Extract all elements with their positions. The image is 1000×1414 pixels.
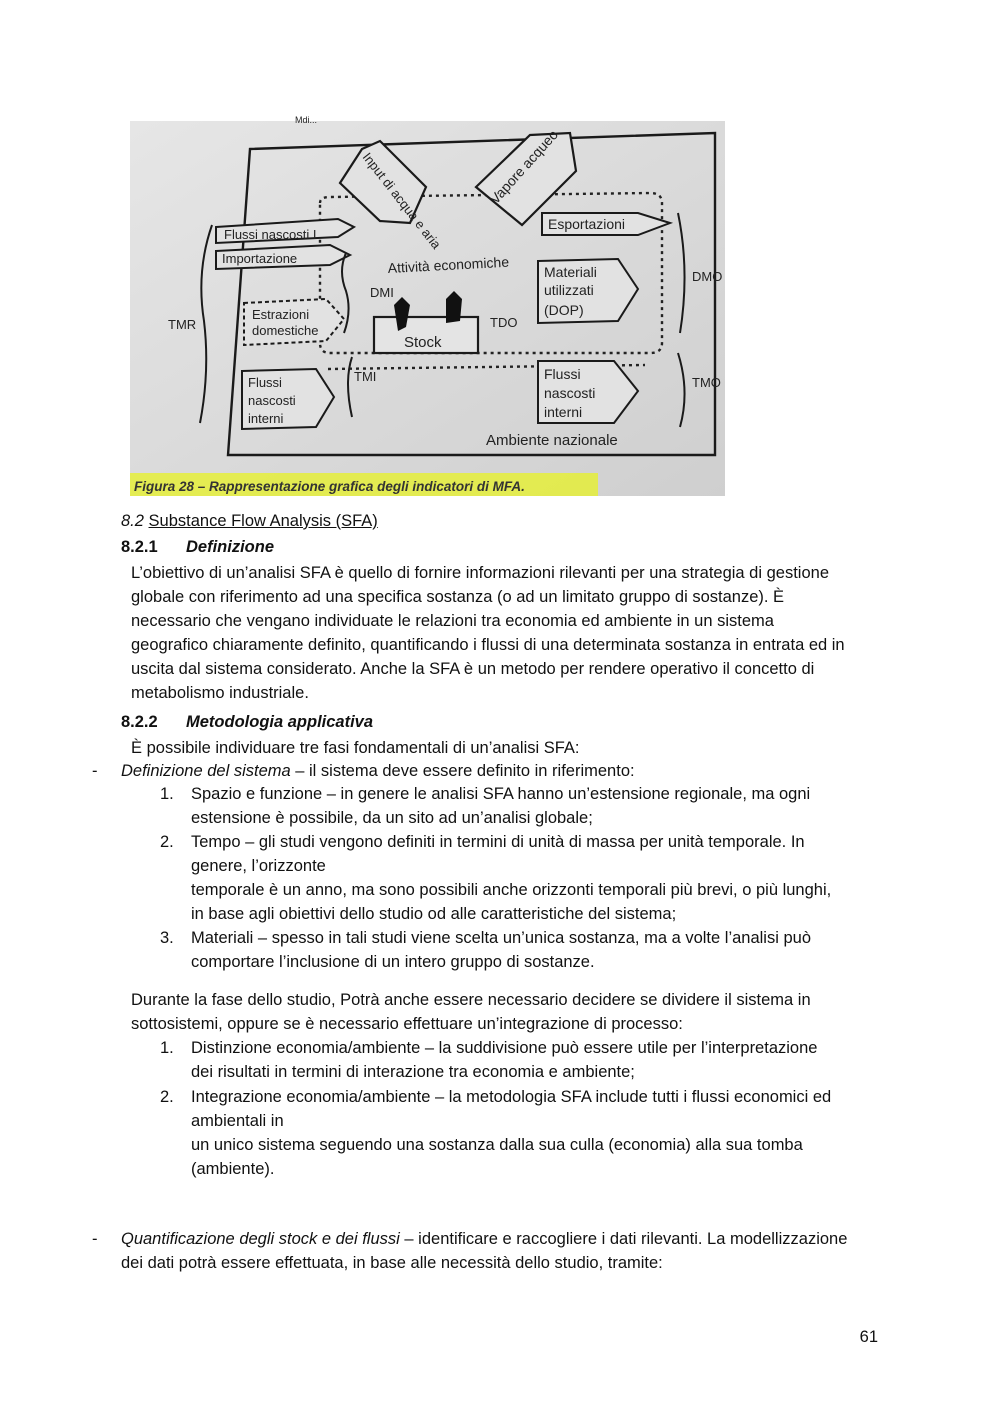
- esportazioni-label: Esportazioni: [548, 216, 626, 232]
- materiali-label-3: (DOP): [544, 302, 584, 318]
- dmi-label: DMI: [370, 285, 394, 300]
- estrazioni-label-2: domestiche: [252, 323, 319, 338]
- page-number: 61: [859, 1328, 878, 1346]
- text-line: Distinzione economia/ambiente – la suddivisione può essere utile per l’interpretazione: [191, 1039, 818, 1057]
- list-item: [191, 830, 878, 926]
- text-line: estensione è possibile, da un sito ad un’analisi globale;: [191, 809, 593, 827]
- section-heading: [121, 512, 378, 531]
- text-line: ambientali in: [191, 1112, 284, 1130]
- bullet-lead: Quantificazione degli stock e dei flussi: [121, 1230, 400, 1248]
- text-line: in base agli obiettivi dello studio od alle caratteristiche del sistema;: [191, 905, 677, 923]
- figure-photo: [130, 115, 725, 496]
- tmi-label: TMI: [354, 369, 377, 384]
- materiali-label-1: Materiali: [544, 264, 597, 280]
- list-number: 1.: [160, 1039, 174, 1057]
- tdo-label: TDO: [490, 315, 518, 330]
- text-line: sottosistemi, oppure se è necessario effettuare un’integrazione di processo:: [131, 1015, 683, 1033]
- text-line: comportare l’inclusione di un intero gruppo di sostanze.: [191, 953, 595, 971]
- list-number: 1.: [160, 785, 174, 803]
- importazione-label: Importazione: [222, 251, 298, 266]
- dmo-label: DMO: [692, 269, 723, 284]
- process-paragraph: [131, 988, 878, 1036]
- flussi-interni-left-1: Flussi: [248, 375, 282, 390]
- tmo-label: TMO: [692, 375, 721, 390]
- subsection-heading-2: [121, 713, 373, 732]
- text-line: L’obiettivo di un’analisi SFA è quello di fornire informazioni rilevanti per una strategia di gestione: [131, 564, 829, 582]
- text-line: genere, l’orizzonte: [191, 857, 326, 875]
- vapore-acqueo-label: Vapore acqueo: [486, 126, 562, 208]
- list-number: 2.: [160, 833, 174, 851]
- bullet-rest: – identificare e raccogliere i dati rilevanti. La modellizzazione: [399, 1230, 848, 1248]
- estrazioni-shape: [244, 299, 344, 345]
- text-line: geografico chiaramente definito, quantificando i flussi di una determinata sostanza in entrata ed in: [131, 636, 845, 654]
- text-line: globale con riferimento ad una specifica sostanza (o ad un limitato gruppo di sostanze). È: [131, 588, 785, 606]
- text-line: necessario che vengano individuate le relazioni tra economia ed ambiente in un sistema: [131, 612, 774, 630]
- stock-label: Stock: [404, 334, 442, 351]
- text-line: metabolismo industriale.: [131, 684, 309, 702]
- tmr-label: TMR: [168, 317, 197, 332]
- estrazioni-label-1: Estrazioni: [252, 307, 310, 322]
- text-line: Spazio e funzione – in genere le analisi SFA hanno un’estensione regionale, ma ogni: [191, 785, 811, 803]
- subsection-title-1: Definizione: [186, 538, 275, 556]
- text-line: dei dati potrà essere effettuata, in base alle necessità dello studio, tramite:: [121, 1254, 663, 1272]
- flussi-nascosti-top-label: Flussi nascosti I: [224, 227, 317, 242]
- methodology-intro: È possibile individuare tre fasi fondamentali di un’analisi SFA:: [131, 739, 580, 757]
- bullet-dash: -: [92, 1230, 98, 1248]
- list-number: 3.: [160, 929, 174, 947]
- text-line: temporale è un anno, ma sono possibili anche orizzonti temporali più brevi, o più lunghi,: [191, 881, 832, 899]
- section-number: 8.2: [121, 512, 144, 530]
- figure-caption: Figura 28 – Rappresentazione grafica degli indicatori di MFA.: [134, 479, 525, 494]
- list-item: [191, 1085, 878, 1181]
- subsection-title-2: Metodologia applicativa: [186, 713, 374, 731]
- text-line: Materiali – spesso in tali studi viene scelta un’unica sostanza, ma a volte l’analisi può: [191, 929, 811, 947]
- mfa-diagram: [130, 115, 725, 496]
- list-number: 2.: [160, 1088, 174, 1106]
- text-line: uscita dal sistema considerato. Anche la SFA è un metodo per rendere operativo il concetto di: [131, 660, 815, 678]
- text-line: [121, 1227, 878, 1251]
- text-line: (ambiente).: [191, 1160, 275, 1178]
- bullet-rest: – il sistema deve essere definito in riferimento:: [290, 762, 635, 780]
- bullet-definizione-sistema: [121, 759, 635, 783]
- section-title: Substance Flow Analysis (SFA): [148, 512, 378, 530]
- attivita-economiche-label: Attività economiche: [387, 253, 510, 276]
- ambiente-nazionale-label: Ambiente nazionale: [486, 432, 618, 449]
- text-line: un unico sistema seguendo una sostanza dalla sua culla (economia) alla sua tomba: [191, 1136, 803, 1154]
- flussi-interni-right-2: nascosti: [544, 385, 596, 401]
- text-line: dei risultati in termini di interazione tra economia e ambiente;: [191, 1063, 635, 1081]
- text-line: Tempo – gli studi vengono definiti in termini di unità di massa per unità temporale. In: [191, 833, 805, 851]
- list-item: [191, 926, 878, 974]
- flussi-interni-right-1: Flussi: [544, 366, 581, 382]
- bullet-dash: -: [92, 762, 98, 780]
- bullet-lead: Definizione del sistema: [121, 762, 291, 780]
- subsection-number-1: 8.2.1: [121, 538, 158, 556]
- figure-header-text: Mdi...: [295, 115, 318, 125]
- flussi-interni-right-3: interni: [544, 404, 583, 420]
- text-line: Durante la fase dello studio, Potrà anche essere necessario decidere se dividere il sistema in: [131, 991, 811, 1009]
- text-line: Integrazione economia/ambiente – la metodologia SFA include tutti i flussi economici ed: [191, 1088, 832, 1106]
- flussi-interni-left-3: interni: [248, 411, 284, 426]
- list-item: [191, 1036, 878, 1084]
- materiali-label-2: utilizzati: [544, 282, 594, 298]
- subsection-number-2: 8.2.2: [121, 713, 158, 731]
- subsection-heading-1: [121, 538, 274, 557]
- list-item: [191, 782, 878, 830]
- flussi-interni-left-2: nascosti: [248, 393, 296, 408]
- input-acqua-aria-label: Input di acqua e aria: [359, 149, 444, 252]
- bullet-quantificazione: [121, 1227, 878, 1275]
- definition-paragraph: [131, 561, 878, 705]
